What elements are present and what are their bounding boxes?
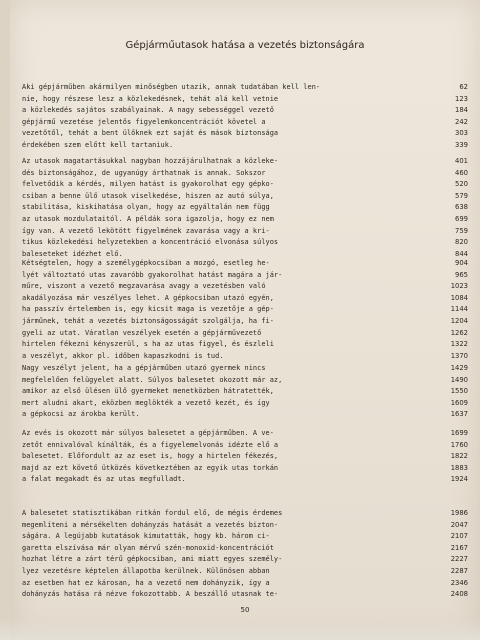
line-text: mert aludni akart, eközben meglökték a vezető kezét, és így: [22, 398, 270, 407]
line-character-count: 638: [455, 203, 468, 212]
line-character-count: 904: [455, 259, 468, 267]
line-character-count: 1490: [450, 375, 468, 384]
line-text: az utasok mozdulataitól. A példák sora igazolja, hogy ez nem: [22, 214, 274, 223]
text-line: [22, 440, 472, 452]
line-character-count: 1084: [450, 293, 468, 302]
line-text: baleseteket idézhet elő.: [22, 249, 123, 258]
line-text: lyét változtató utas zavaróbb gyakorolhat hatást magára a jár-: [22, 270, 283, 279]
text-line: [22, 508, 472, 520]
line-text: Nagy veszélyt jelent, ha a gépjárműben utazó gyermek nincs: [22, 364, 266, 372]
line-character-count: 242: [455, 117, 468, 126]
text-line: [22, 281, 472, 293]
line-character-count: 303: [455, 129, 468, 138]
line-text: az esetben hat ez károsan, ha a vezető nem dohányzik, így a: [22, 578, 270, 587]
line-character-count: 1144: [450, 305, 468, 314]
text-line: [22, 202, 472, 214]
line-text: dohányzás hatása rá nézve fokozottabb. A beszállő utasnak te-: [22, 590, 279, 599]
text-line: [22, 179, 472, 191]
text-line: [22, 474, 472, 486]
line-text: majd az ezt követő ütközés következtében az egyik utas torkán: [22, 463, 279, 472]
line-text: műre, viszont a vezető megzavarása avagy a vezetésben való: [22, 282, 266, 291]
text-line: [22, 168, 472, 180]
line-text: Kétségtelen, hogy a személygépkocsiban a mozgó, esetleg he-: [22, 259, 270, 267]
line-character-count: 2167: [450, 543, 468, 552]
text-line: [22, 589, 472, 601]
line-character-count: 2047: [450, 520, 468, 529]
line-text: járműnek, tehát a vezetés biztonságosságát szolgálja, ha fi-: [22, 316, 274, 325]
line-character-count: 2408: [450, 590, 468, 599]
line-character-count: 460: [455, 168, 468, 177]
text-line: [22, 316, 472, 328]
line-text: Az evés is okozott már súlyos balesetet a gépjárműben. A ve-: [22, 429, 274, 437]
text-line: [22, 351, 472, 363]
line-text: vezetőtől, tehát a bent ülőknek ezt saját és mások biztonsága: [22, 129, 279, 138]
text-line: [22, 543, 472, 555]
line-character-count: 520: [455, 180, 468, 189]
text-line: [22, 304, 472, 316]
line-text: Aki gépjárműben akármilyen minőségben utazik, annak tudatában kell len-: [22, 83, 321, 91]
text-line: [22, 270, 472, 282]
text-line: [22, 554, 472, 566]
text-line: [22, 463, 472, 475]
line-text: gépjármű vezetése jelentős figyelemkoncentrációt követel a: [22, 117, 266, 126]
line-text: lyez vezetésre képtelen állapotba kerülnek. Különösen abban: [22, 566, 270, 575]
text-line: [22, 451, 472, 463]
line-text: dés biztonságához, de ugyanúgy árthatnak is annak. Sokszor: [22, 168, 266, 177]
line-character-count: 1609: [450, 398, 468, 407]
line-text: így van. A vezető lekötött figyelmének zavarása vagy a kri-: [22, 226, 270, 235]
line-text: balesetet. Előfordult az az eset is, hogy a hirtelen fékezés,: [22, 452, 279, 461]
line-character-count: 2227: [450, 555, 468, 564]
paragraph: [22, 508, 472, 601]
line-character-count: 579: [455, 191, 468, 200]
line-character-count: 820: [455, 238, 468, 247]
text-line: [22, 117, 472, 129]
line-character-count: 759: [455, 226, 468, 235]
line-text: hirtelen fékezni kényszerül, s ha az utas figyel, és észleli: [22, 340, 274, 349]
text-line: [22, 156, 472, 168]
line-character-count: 1023: [450, 282, 468, 291]
paragraph: [22, 82, 472, 152]
text-line: [22, 191, 472, 203]
paragraph: [22, 258, 472, 362]
line-character-count: 1429: [450, 364, 468, 372]
text-line: [22, 94, 472, 106]
line-text: ha passzív értelemben is, egy kicsit maga is vezetője a gép-: [22, 305, 274, 314]
line-text: érdekében szem előtt kell tartaniuk.: [22, 140, 174, 149]
line-text: nie, hogy részese lesz a közlekedésnek, tehát alá kell vetnie: [22, 94, 279, 103]
line-character-count: 965: [455, 270, 468, 279]
line-character-count: 2287: [450, 566, 468, 575]
line-character-count: 184: [455, 106, 468, 115]
text-line: [22, 428, 472, 440]
line-text: amikor az első ülésen ülő gyermeket menetközben hátratették,: [22, 387, 274, 396]
line-text: a gépkocsi az árokba került.: [22, 410, 140, 419]
line-character-count: 1550: [450, 387, 468, 396]
line-text: a közlekedés sajátos szabályainak. A nagy sebességgel vezető: [22, 106, 274, 115]
text-line: [22, 214, 472, 226]
text-line: [22, 363, 472, 375]
line-text: hozhat létre a zárt térű gépkocsiban, ami miatt egyes személy-: [22, 555, 283, 564]
line-character-count: 1986: [450, 509, 468, 517]
text-line: [22, 140, 472, 152]
line-text: a falat megakadt és az utas megfulladt.: [22, 475, 186, 484]
line-text: zetőt ennivalóval kínálták, és a figyelemelvonás idézte elő a: [22, 440, 279, 449]
text-line: [22, 409, 472, 421]
text-line: [22, 105, 472, 117]
text-line: [22, 386, 472, 398]
line-character-count: 699: [455, 214, 468, 223]
text-line: [22, 226, 472, 238]
paragraph: [22, 428, 472, 486]
line-text: gyeli az utat. Váratlan veszélyek esetén a gépjárművezető: [22, 328, 262, 337]
line-text: garetta elszívása már olyan mérvű szén-monoxid-koncentrációt: [22, 543, 274, 552]
line-character-count: 1204: [450, 316, 468, 325]
line-character-count: 401: [455, 157, 468, 165]
line-text: akadályozása már veszélyes lehet. A gépkocsiban utazó egyén,: [22, 293, 274, 302]
line-text: ságára. A legújabb kutatások kimutatták, hogy kb. három ci-: [22, 532, 270, 541]
line-text: felvetődik a kérdés, milyen hatást is gyakorolhat egy gépko-: [22, 180, 274, 189]
line-text: a veszélyt, akkor pl. időben kapaszkodni is tud.: [22, 351, 224, 360]
line-text: csiban a benne ülő utasok viselkedése, hiszen az autó súlya,: [22, 191, 274, 200]
line-character-count: 62: [459, 83, 468, 91]
line-character-count: 1322: [450, 340, 468, 349]
line-text: A balesetet statisztikában ritkán fordul elő, de mégis érdemes: [22, 509, 283, 517]
text-line: [22, 128, 472, 140]
line-character-count: 1924: [450, 475, 468, 484]
text-line: [22, 520, 472, 532]
line-character-count: 844: [455, 249, 468, 258]
line-character-count: 1637: [450, 410, 468, 419]
text-line: [22, 566, 472, 578]
line-text: megemlíteni a mérsékelten dohányzás hatását a vezetés bizton-: [22, 520, 279, 529]
text-line: [22, 339, 472, 351]
line-character-count: 2107: [450, 532, 468, 541]
line-text: tikus közlekedési helyzetekben a koncentráció elvonása súlyos: [22, 238, 279, 247]
paragraph: [22, 156, 472, 260]
page-number: 50: [240, 606, 250, 614]
text-line: [22, 578, 472, 590]
line-character-count: 339: [455, 140, 468, 149]
line-character-count: 1699: [450, 429, 468, 437]
text-line: [22, 398, 472, 410]
text-line: [22, 531, 472, 543]
line-character-count: 1883: [450, 463, 468, 472]
text-line: [22, 82, 472, 94]
line-character-count: 2346: [450, 578, 468, 587]
line-text: megfelelően felügyelet alatt. Súlyos balesetet okozott már az,: [22, 375, 283, 384]
page-title: Gépjárműutasok hatása a vezetés biztonságára: [125, 40, 365, 51]
text-line: [22, 237, 472, 249]
line-character-count: 1760: [450, 440, 468, 449]
text-line: [22, 293, 472, 305]
line-character-count: 1822: [450, 452, 468, 461]
text-line: [22, 258, 472, 270]
line-text: stabilitása, kiskihatása olyan, hogy az egyáltalán nem függ: [22, 203, 270, 212]
text-line: [22, 375, 472, 387]
line-character-count: 1262: [450, 328, 468, 337]
text-line: [22, 328, 472, 340]
line-text: Az utasok magatartásukkal nagyban hozzájárulhatnak a közleke-: [22, 157, 279, 165]
line-character-count: 123: [455, 94, 468, 103]
line-character-count: 1370: [450, 351, 468, 360]
document-page: [10, 0, 480, 640]
paragraph: [22, 363, 472, 421]
page-bottom-shade: [0, 618, 480, 640]
